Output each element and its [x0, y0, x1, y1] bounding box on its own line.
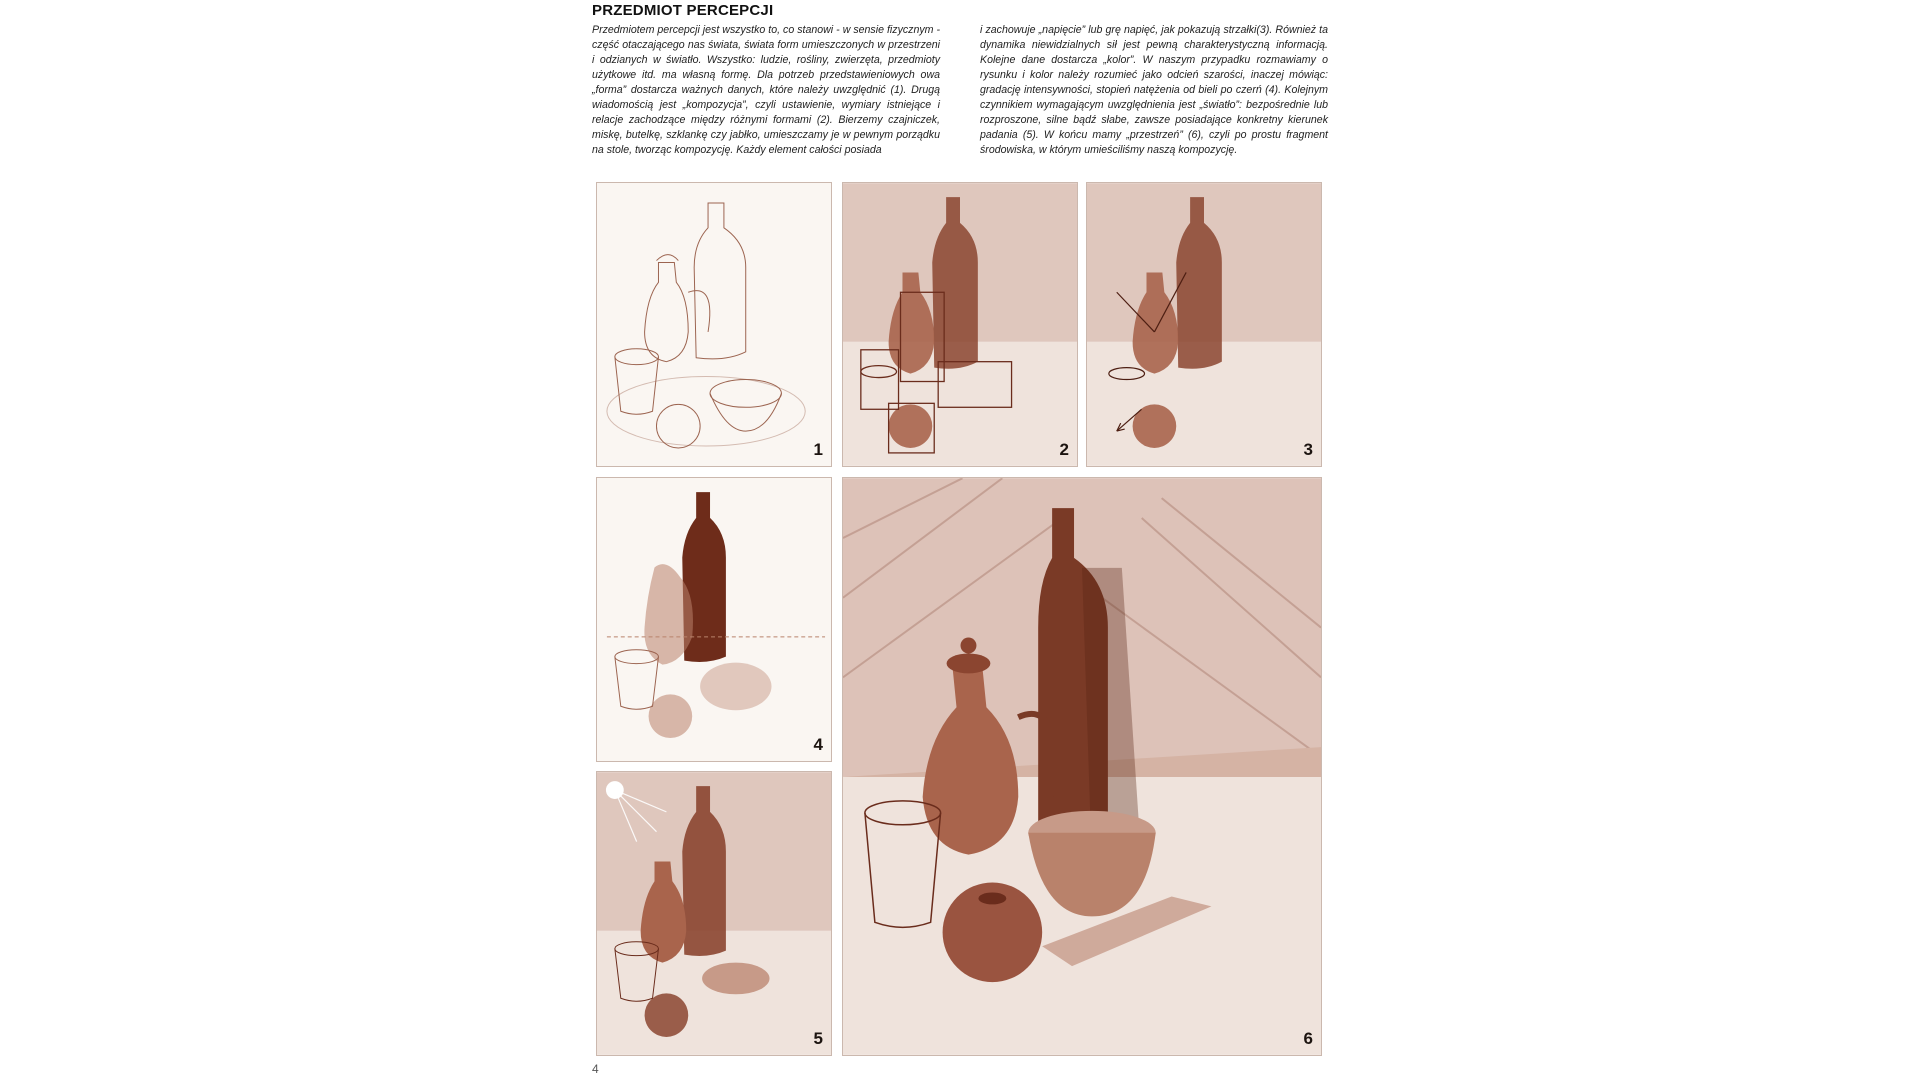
panel-number-3: 3: [1303, 440, 1313, 459]
tension-arrows-illustration: [1087, 183, 1321, 466]
line-sketch-illustration: [597, 183, 831, 466]
panel-number-1: 1: [813, 440, 823, 459]
book-page: [592, 0, 1328, 1080]
illustration-panel-1: [596, 182, 832, 467]
body-text-right-column: i zachowuje „napięcie” lub grę napięć, jak pokazują strzałki(3). Również ta dynamika niewidzialnych sił jest pewną charakterystyczną informacją. Kolejne dane dostarcza „kolor”. W naszym przypadku rozmawiamy o rysunku i kolor należy rozumieć jako odcień szarości, inaczej mówiąc: gradację intensywności, stopień natężenia od bieli po czerń (4). Kolejnym czynnikiem wymagającym uwzględnienia jest „światło”: bezpośrednie lub rozproszone, silne bądź słabe, zawsze posiadające konkretny kierunek padania (5). W końcu mamy „przestrzeń” (6), czyli po prostu fragment środowiska, w którym umieściliśmy naszą kompozycję.: [980, 24, 1328, 156]
illustration-panel-2: [842, 182, 1078, 467]
panel-number-6: 6: [1303, 1029, 1313, 1048]
light-source-illustration: [597, 772, 831, 1055]
panel-number-2: 2: [1059, 440, 1069, 459]
sun-light-icon: [606, 781, 624, 799]
tonal-value-illustration: [597, 478, 831, 761]
panel-number-5: 5: [813, 1029, 823, 1048]
illustration-panel-6: [842, 477, 1322, 1056]
illustration-panel-3: [1086, 182, 1322, 467]
illustration-panel-4: [596, 477, 832, 762]
body-text-left-column: Przedmiotem percepcji jest wszystko to, co stanowi - w sensie fizycznym - część otaczającego nas świata, świata form umieszczonych w przestrzeni i odzianych w światło. Wszystko: ludzie, rośliny, zwierzęta, przedmioty użytkowe itd. ma własną formę. Dla potrzeb przedstawieniowych owa „forma” dostarcza ważnych danych, które należy uwzględnić (1). Drugą wiadomością jest „kompozycja”, czyli ustawienie, wymiary istniejące i relacje zachodzące między różnymi formami (2). Bierzemy czajniczek, miskę, butelkę, szklankę czy jabłko, umieszczamy je w pewnym porządku na stole, tworząc kompozycję. Każdy element całości posiada: [592, 24, 940, 156]
panel-number-4: 4: [813, 735, 823, 754]
page-heading: PRZEDMIOT PERCEPCJI: [592, 2, 774, 19]
page-number: 4: [592, 1062, 599, 1076]
illustration-panel-5: [596, 771, 832, 1056]
space-illustration: [843, 478, 1321, 1055]
composition-illustration: [843, 183, 1077, 466]
